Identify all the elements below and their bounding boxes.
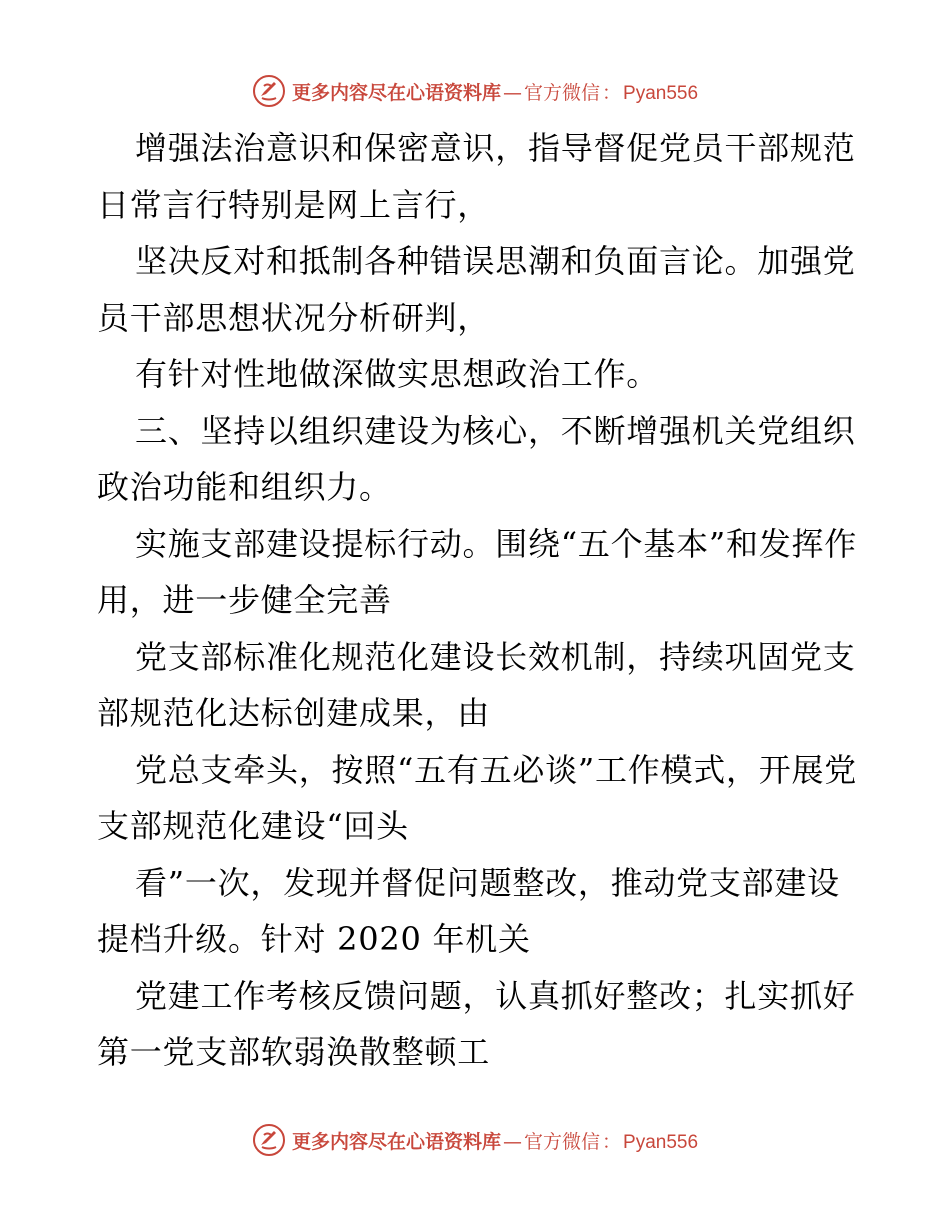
paragraph-7: 党总支牵头，按照“五有五必谈”工作模式，开展党支部规范化建设“回头 [97,750,857,845]
watermark-right-text: 官方微信 [523,1130,600,1153]
book-pen-icon [252,74,286,108]
watermark-left-text: 更多内容尽在心语资料库 [291,1130,501,1153]
paragraph-8: 看”一次，发现并督促问题整改，推动党支部建设提档升级。针对 2020 年机关 [97,863,840,958]
watermark-text [292,78,698,105]
watermark-separator: ： [602,81,622,104]
watermark-dash: — [502,81,522,104]
header-watermark [0,71,950,111]
watermark-dash: — [502,1130,522,1153]
book-pen-icon [252,1123,286,1157]
paragraph-5: 实施支部建设提标行动。围绕“五个基本”和发挥作用，进一步健全完善 [97,524,857,619]
watermark-text [292,1127,698,1154]
paragraph-3: 有针对性地做深做实思想政治工作。 [135,355,660,393]
watermark-separator: ： [602,1130,622,1153]
watermark-right-text: 官方微信 [523,81,600,104]
paragraph-1: 增强法治意识和保密意识，指导督促党员干部规范日常言行特别是网上言行， [97,129,856,224]
watermark-handle: Pyan556 [623,1131,699,1153]
watermark-handle: Pyan556 [623,82,699,104]
document-body [97,120,857,1081]
paragraph-9: 党建工作考核反馈问题，认真抓好整改；扎实抓好第一党支部软弱涣散整顿工 [97,976,856,1071]
footer-watermark [0,1120,950,1160]
paragraph-4: 三、坚持以组织建设为核心，不断增强机关党组织政治功能和组织力。 [97,411,856,506]
watermark-left-text: 更多内容尽在心语资料库 [291,81,501,104]
paragraph-2: 坚决反对和抵制各种错误思潮和负面言论。加强党员干部思想状况分析研判， [97,242,856,337]
paragraph-6: 党支部标准化规范化建设长效机制，持续巩固党支部规范化达标创建成果，由 [97,637,856,732]
